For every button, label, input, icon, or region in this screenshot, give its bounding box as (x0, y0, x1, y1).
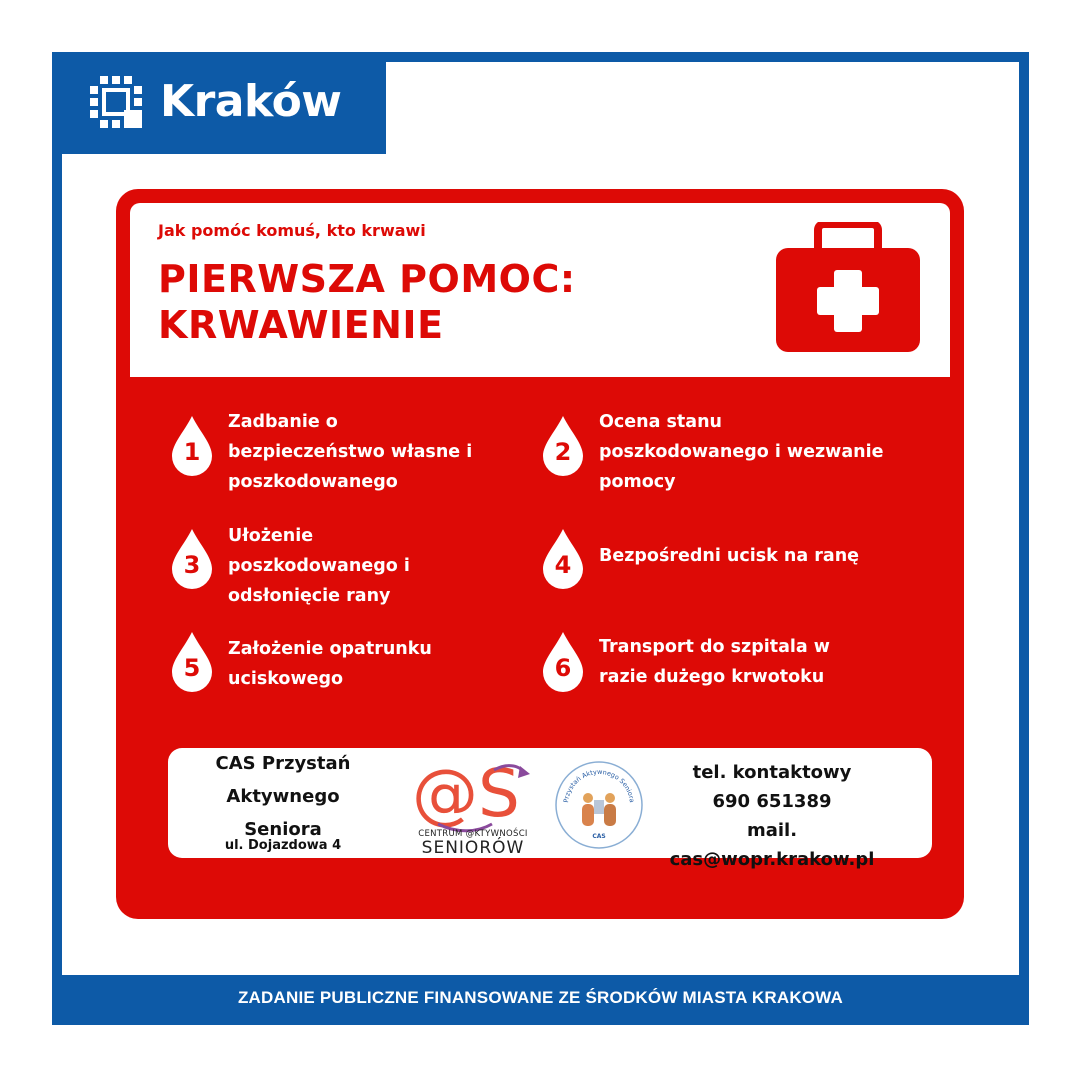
card-title (158, 256, 718, 348)
blood-drop-icon (541, 630, 585, 692)
contact-label: tel. kontaktowy (692, 762, 852, 783)
step-number: 2 (554, 438, 572, 466)
cas-logo-caption: CENTRUM @KTYWNOŚCI (418, 829, 528, 839)
title-line-2: KRWAWIENIE (158, 303, 444, 347)
seal-arc-text: Przystań Aktywnego Seniora (562, 767, 636, 804)
step-text: Ułożenie poszkodowanego i odsłonięcie rany (228, 526, 410, 606)
step-text: Założenie opatrunku uciskowego (228, 639, 432, 689)
krakow-logo-icon (88, 74, 144, 130)
card-subtitle: Jak pomóc komuś, kto krwawi (158, 221, 426, 240)
step-number: 1 (183, 438, 201, 466)
step-text: Zadbanie o bezpieczeństwo własne i poszkodowanego (228, 412, 473, 492)
step-number: 5 (183, 654, 201, 682)
step-text: Ocena stanu poszkodowanego i wezwanie pomocy (599, 412, 884, 492)
contact-info (644, 758, 900, 874)
contact-email: mail. cas@wopr.krakow.pl (669, 820, 875, 870)
cas-logo-at: @S (412, 755, 520, 832)
contact-phone: 690 651389 (712, 791, 832, 812)
blood-drop-icon (170, 414, 214, 476)
step-number: 6 (554, 654, 572, 682)
organization-address: ul. Dojazdowa 4 (224, 838, 342, 853)
funding-banner: ZADANIE PUBLICZNE FINANSOWANE ZE ŚRODKÓW MIASTA KRAKOWA (237, 988, 844, 1007)
step-number: 3 (183, 551, 201, 579)
organization-name: CAS Przystań Aktywnego Seniora (215, 753, 351, 840)
cas-logo-wordmark: SENIORÓW (421, 838, 525, 858)
first-aid-kit-icon (776, 222, 920, 352)
seal-bottom-text: CAS (592, 833, 606, 840)
seniors-seal-logo (554, 760, 644, 850)
step-text: Transport do szpitala w razie dużego krwotoku (599, 637, 830, 687)
blood-drop-icon (541, 527, 585, 589)
title-line-1: PIERWSZA POMOC: (158, 257, 576, 301)
blood-drop-icon (170, 630, 214, 692)
step-number: 4 (554, 551, 572, 579)
krakow-logo-text: Kraków (160, 76, 342, 127)
blood-drop-icon (541, 414, 585, 476)
step-text: Bezpośredni ucisk na ranę (599, 546, 860, 566)
blood-drop-icon (170, 527, 214, 589)
